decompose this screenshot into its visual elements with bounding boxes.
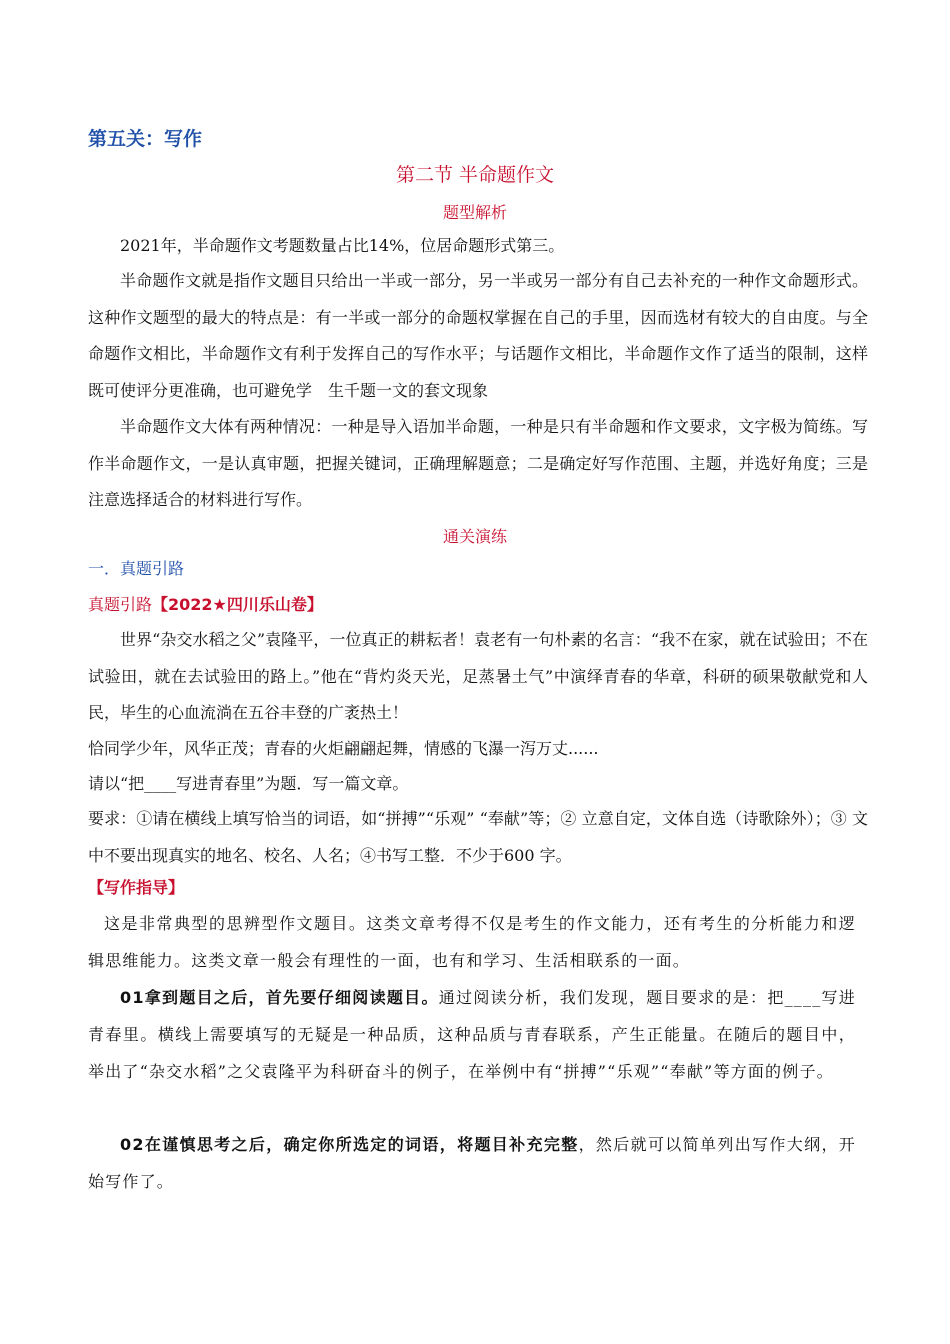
exam-youth-line: 恰同学少年，风华正茂；青春的火炬翩翩起舞，情感的飞瀑一泻万丈...... — [88, 739, 599, 758]
exam-prompt-paragraph: 世界“杂交水稻之父”袁隆平，一位真正的耕耘者！袁老有一句朴素的名言：“我不在家，就在试验田；不在试验田，就在去试验田的路上。”他在“背灼炎天光，足蒸暑土气”中演绎青春的华章，科研的硕果敬献党和人民，毕生的心血流淌在五谷丰登的广袤热土！ — [88, 630, 868, 722]
exam-task-line: 请以“把____写进青春里”为题．写一篇文章。 — [88, 774, 409, 793]
practice-heading: 通关演练 — [442, 527, 507, 546]
guide-step-1 — [88, 979, 856, 1090]
guide-step-2 — [88, 1126, 856, 1200]
guide-step-2-bold: 02在谨慎思考之后，确定你所选定的词语，将题目补充完整 — [120, 1135, 579, 1154]
guide-heading: 【写作指导】 — [88, 878, 185, 897]
analysis-paragraph-3: 半命题作文大体有两种情况：一种是导入语加半命题，一种是只有半命题和作文要求，文字极为简练。写作半命题作文，一是认真审题，把握关键词，正确理解题意；二是确定好写作范围、主题，并选好角度；三是注意选择适合的材料进行写作。 — [88, 417, 868, 509]
analysis-paragraph-2: 半命题作文就是指作文题目只给出一半或一部分，另一半或另一部分有自己去补充的一种作文命题形式。这种作文题型的最大的特点是：有一半或一部分的命题权掌握在自己的手里，因而选材有较大的自由度。与全命题作文相比，半命题作文有利于发挥自己的写作水平；与话题作文相比，半命题作文作了适当的限制，这样既可使评分更准确，也可避免学 生千题一文的套文现象 — [88, 271, 868, 400]
exam-requirements: 要求：①请在横线上填写恰当的词语，如“拼搏”“乐观” “奉献”等；② 立意自定，文体自选（诗歌除外）；③ 文中不要出现真实的地名、校名、人名；④书写工整．不少于600 字。 — [88, 809, 868, 865]
section-title: 第二节 半命题作文 — [395, 164, 555, 186]
exam-source-line — [88, 587, 878, 623]
guide-step-1-text: 通过阅读分析，我们发现，题目要求的是：把____写进青春里。横线上需要填写的无疑是一种品质，这种品质与青春联系，产生正能量。在随后的题目中，举出了“杂交水稻”之父袁隆平为科研奋斗的例子，在举例中有“拼搏”“乐观”“奉献”等方面的例子。 — [88, 988, 856, 1081]
guide-intro: 这是非常典型的思辨型作文题目。这类文章考得不仅是考生的作文能力，还有考生的分析能力和逻辑思维能力。这类文章一般会有理性的一面，也有和学习、生活相联系的一面。 — [88, 914, 856, 970]
analysis-heading: 题型解析 — [442, 203, 507, 222]
exam-label: 真题引路 — [88, 595, 153, 614]
unit-title: 第五关：写作 — [88, 128, 203, 150]
part-one-label: 一．真题引路 — [88, 559, 185, 578]
guide-step-1-bold: 01拿到题目之后，首先要仔细阅读题目。 — [120, 988, 439, 1007]
exam-source: 【2022★四川乐山卷】 — [152, 595, 323, 614]
guide-step-2-text: ，然后就可以简单列出写作大纲，开始写作了。 — [88, 1135, 857, 1191]
analysis-paragraph-1: 2021年，半命题作文考题数量占比14%，位居命题形式第三。 — [120, 236, 565, 255]
